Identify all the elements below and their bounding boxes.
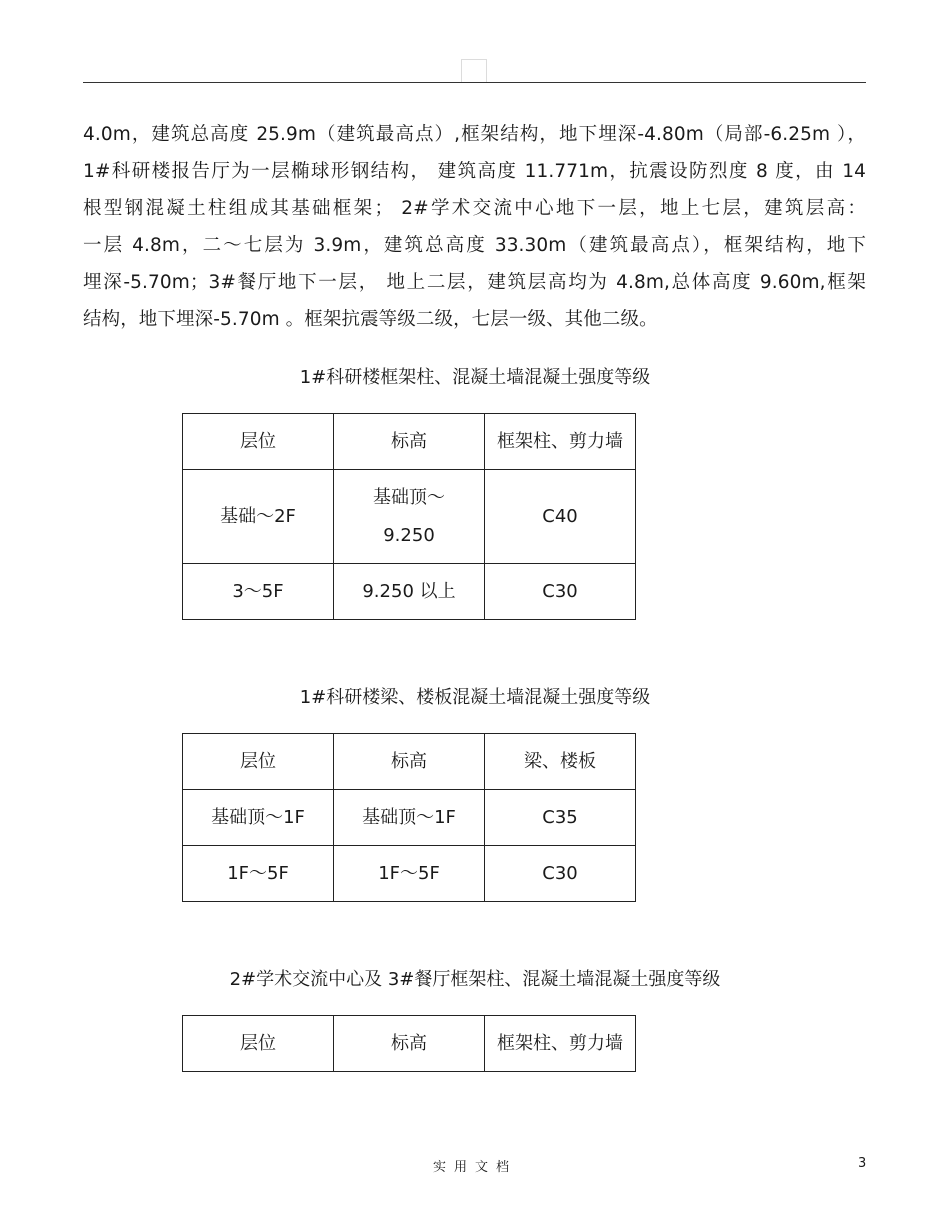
table-header-row bbox=[183, 414, 636, 470]
table-row bbox=[183, 470, 636, 564]
cell-elevation: 9.250 以上 bbox=[334, 564, 485, 620]
header-cell-grade-target: 梁、楼板 bbox=[485, 734, 636, 790]
cell-elevation: 基础顶～1F bbox=[334, 790, 485, 846]
paragraph-line-5: 埋深-5.70m；3#餐厅地下一层， 地上二层，建筑层高均为 4.8m,总体高度 9.60m,框架 bbox=[83, 272, 866, 293]
table-3-caption: 2#学术交流中心及 3#餐厅框架柱、混凝土墙混凝土强度等级 bbox=[229, 969, 721, 990]
table-3 bbox=[182, 1015, 636, 1072]
header-mark bbox=[461, 59, 487, 83]
header-cell-level: 层位 bbox=[183, 414, 334, 470]
paragraph-line-2: 1#科研楼报告厅为一层椭球形钢结构， 建筑高度 11.771m，抗震设防烈度 8 度，由 14 bbox=[83, 161, 866, 182]
header-cell-grade-target: 框架柱、剪力墙 bbox=[485, 414, 636, 470]
header-cell-grade-target: 框架柱、剪力墙 bbox=[485, 1016, 636, 1072]
cell-level: 3～5F bbox=[183, 564, 334, 620]
header-cell-level: 层位 bbox=[183, 734, 334, 790]
page-number: 3 bbox=[858, 1156, 867, 1171]
header-cell-elevation: 标高 bbox=[334, 414, 485, 470]
table-2-caption: 1#科研楼梁、楼板混凝土墙混凝土强度等级 bbox=[299, 687, 651, 708]
cell-elevation: 基础顶～9.250 bbox=[334, 470, 485, 564]
table-1-caption: 1#科研楼框架柱、混凝土墙混凝土强度等级 bbox=[299, 367, 651, 388]
cell-grade: C30 bbox=[485, 846, 636, 902]
paragraph-line-3: 根型钢混凝土柱组成其基础框架； 2#学术交流中心地下一层，地上七层，建筑层高： bbox=[83, 198, 866, 219]
cell-level: 基础顶～1F bbox=[183, 790, 334, 846]
cell-elevation: 1F～5F bbox=[334, 846, 485, 902]
header-rule bbox=[83, 82, 866, 83]
paragraph-line-1: 4.0m，建筑总高度 25.9m（建筑最高点）,框架结构，地下埋深-4.80m（局部-6.25m ）， bbox=[83, 124, 866, 145]
footer-label: 实用文档 bbox=[432, 1160, 517, 1175]
header-cell-level: 层位 bbox=[183, 1016, 334, 1072]
header-cell-elevation: 标高 bbox=[334, 734, 485, 790]
cell-level: 基础～2F bbox=[183, 470, 334, 564]
paragraph-line-4: 一层 4.8m，二～七层为 3.9m，建筑总高度 33.30m（建筑最高点），框架结构，地下 bbox=[83, 235, 866, 256]
table-header-row bbox=[183, 1016, 636, 1072]
cell-grade: C30 bbox=[485, 564, 636, 620]
table-row bbox=[183, 846, 636, 902]
paragraph-line-6: 结构，地下埋深-5.70m 。框架抗震等级二级，七层一级、其他二级。 bbox=[83, 309, 658, 330]
table-2 bbox=[182, 733, 636, 902]
header-cell-elevation: 标高 bbox=[334, 1016, 485, 1072]
table-1 bbox=[182, 413, 636, 620]
table-row bbox=[183, 790, 636, 846]
cell-grade: C40 bbox=[485, 470, 636, 564]
cell-level: 1F～5F bbox=[183, 846, 334, 902]
table-row bbox=[183, 564, 636, 620]
cell-grade: C35 bbox=[485, 790, 636, 846]
table-header-row bbox=[183, 734, 636, 790]
